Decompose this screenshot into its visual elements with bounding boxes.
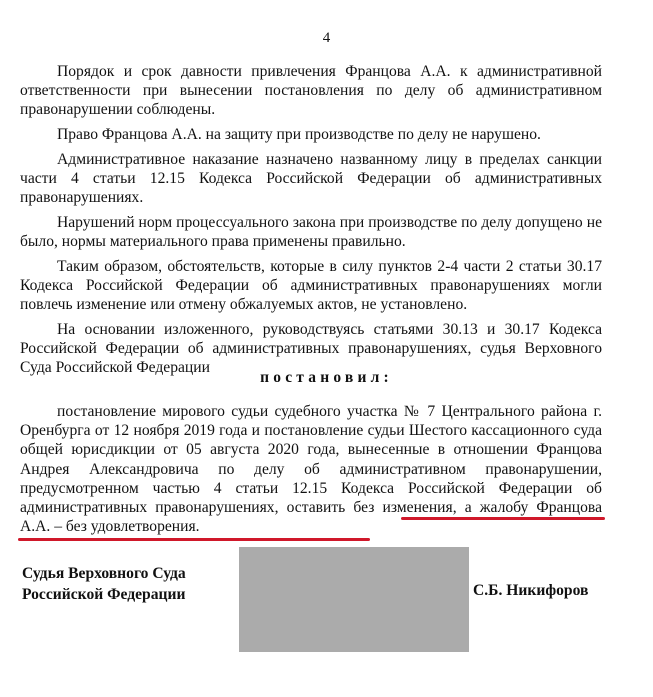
signer-name: С.Б. Никифоров	[473, 582, 589, 599]
signer-position-line: Судья Верховного Суда	[22, 565, 186, 582]
resolve-heading: постановил:	[260, 369, 393, 386]
page-number: 4	[322, 30, 331, 46]
signer-position	[22, 563, 186, 605]
document-body	[20, 62, 602, 383]
paragraph-conclusion: Таким образом, обстоятельств, которые в силу пунктов 2-4 части 2 статьи 30.17 Кодекса Российской Федерации об административных правонарушениях могли повлечь изменение или отмену обжалуемых актов, не установлено.	[20, 258, 602, 313]
red-underline-mark	[401, 517, 605, 520]
paragraph-penalty: Административное наказание назначено названному лицу в пределах санкции части 4 статьи 12.15 Кодекса Российской Федерации об административных правонарушениях.	[20, 151, 602, 206]
signer-position-line: Российской Федерации	[22, 586, 186, 603]
paragraph-basis: На основании изложенного, руководствуясь статьями 30.13 и 30.17 Кодекса Российской Федерации об административных правонарушениях, судья Верховного Суда Российской Федерации	[20, 321, 602, 376]
redacted-signature-block	[239, 547, 469, 652]
paragraph-limitation-period: Порядок и срок давности привлечения Францова А.А. к административной ответственности при вынесении постановления по делу об административном правонарушении соблюдены.	[20, 63, 602, 118]
paragraph-procedural-norms: Нарушений норм процессуального закона при производстве по делу допущено не было, нормы материального права применены правильно.	[20, 214, 602, 250]
ruling-paragraph: постановление мирового судьи судебного участка № 7 Центрального района г. Оренбурга от 12 ноября 2019 года и постановление судьи Шестого кассационного суда общей юрисдикции от 05 августа 2020 года, вынесенные в отношении Францова Андрея Александровича по делу об административном правонарушении, предусмотренном частью 4 статьи 12.15 Кодекса Российской Федерации об административных правонарушениях, оставить без изменения, а жалобу Францова А.А. – без удовлетворения.	[20, 403, 602, 536]
red-underline-mark	[18, 538, 370, 541]
paragraph-right-to-defense: Право Францова А.А. на защиту при производстве по делу не нарушено.	[57, 126, 541, 143]
